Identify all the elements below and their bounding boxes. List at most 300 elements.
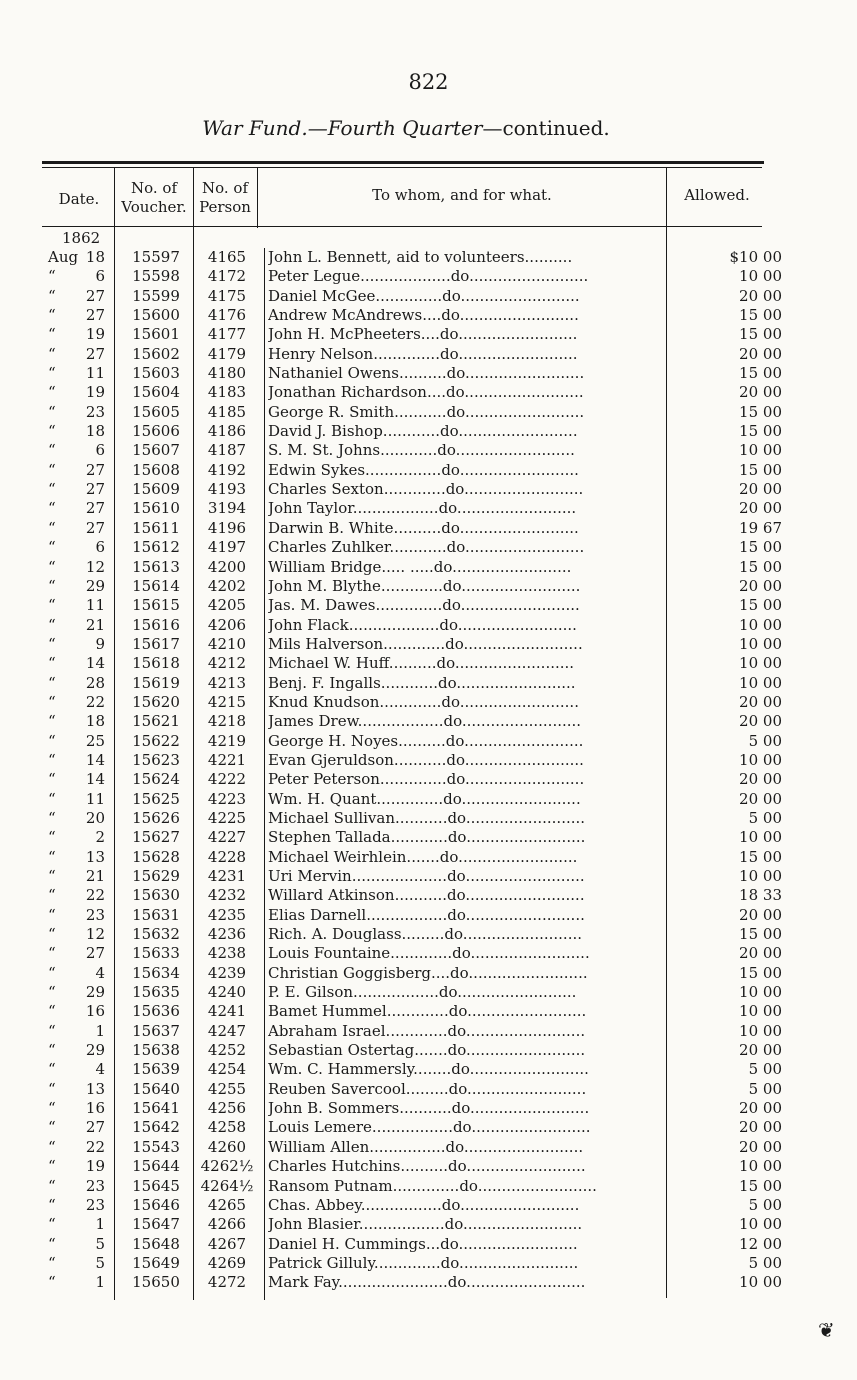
row-recipient: Benj. F. Ingalls............do......................... (268, 673, 576, 692)
row-day: 29 (85, 983, 105, 1002)
row-month: “ (48, 905, 56, 924)
row-amount-allowed: 20 00 (739, 712, 782, 731)
row-person-number: 4215 (207, 692, 247, 711)
row-recipient: James Drew..................do......................... (268, 712, 582, 731)
row-day: 21 (85, 867, 105, 885)
row-amount-allowed: 15 00 (739, 460, 782, 479)
row-day: 23 (85, 1195, 105, 1214)
row-day: 11 (85, 596, 105, 615)
table-row (0, 964, 857, 983)
row-amount-allowed: 20 00 (739, 480, 782, 499)
row-person-number: 4255 (207, 1079, 247, 1098)
row-recipient: John B. Sommers...........do......................... (268, 1099, 590, 1118)
row-month: “ (48, 1021, 56, 1040)
row-amount-allowed: 15 00 (739, 847, 782, 866)
row-day: 29 (85, 576, 105, 595)
row-voucher-number: 15633 (132, 944, 180, 963)
row-voucher-number: 15620 (132, 692, 180, 711)
row-day: 29 (85, 1041, 105, 1060)
row-person-number: 4258 (207, 1118, 247, 1137)
table-row (0, 1235, 857, 1254)
table-row (0, 712, 857, 731)
table-row (0, 345, 857, 364)
row-month: “ (48, 499, 56, 518)
row-recipient: Daniel H. Cummings...do......................... (268, 1234, 578, 1253)
row-voucher-number: 15645 (132, 1176, 180, 1195)
header-allowed: Allowed. (684, 186, 750, 204)
row-voucher-number: 15606 (132, 422, 180, 441)
row-month: “ (48, 325, 56, 344)
row-day: 6 (95, 267, 105, 286)
row-voucher-number: 15609 (132, 480, 180, 499)
row-amount-allowed: 20 00 (739, 1118, 782, 1137)
row-month: “ (48, 1099, 56, 1118)
row-person-number: 4256 (207, 1099, 247, 1118)
row-amount-allowed: 10 00 (739, 1021, 782, 1040)
row-amount-allowed: 15 00 (739, 963, 782, 982)
title-continued: —continued. (482, 116, 610, 140)
row-amount-allowed: 20 00 (739, 344, 782, 363)
row-recipient: Reuben Savercool.........do......................... (268, 1079, 587, 1098)
table-row (0, 925, 857, 944)
row-recipient: Michael W. Huff..........do......................... (268, 654, 575, 673)
row-person-number: 4175 (207, 286, 247, 305)
table-row (0, 848, 857, 867)
row-voucher-number: 15626 (132, 808, 180, 827)
header-person (193, 179, 257, 217)
row-month: “ (48, 422, 56, 441)
row-person-number: 4200 (207, 557, 247, 576)
table-row (0, 1196, 857, 1215)
row-recipient: Uri Mervin....................do......................... (268, 867, 585, 885)
table-row (0, 461, 857, 480)
header-person-line2: Person (199, 198, 251, 216)
row-person-number: 4227 (207, 828, 247, 847)
table-row (0, 1215, 857, 1234)
row-voucher-number: 15618 (132, 654, 180, 673)
row-person-number: 4231 (207, 867, 247, 885)
row-recipient: Elias Darnell.................do......................... (268, 905, 585, 924)
table-row (0, 1022, 857, 1041)
row-month: “ (48, 460, 56, 479)
row-person-number: 4176 (207, 306, 247, 325)
row-day: 5 (95, 1253, 105, 1272)
row-person-number: 4221 (207, 750, 247, 769)
row-person-number: 4202 (207, 576, 247, 595)
table-row (0, 983, 857, 1002)
row-month: “ (48, 1137, 56, 1156)
row-month: “ (48, 828, 56, 847)
row-person-number: 4210 (207, 634, 247, 653)
row-month: “ (48, 518, 56, 537)
row-month: “ (48, 983, 56, 1002)
table-row (0, 1060, 857, 1079)
row-day: 4 (95, 1060, 105, 1079)
row-amount-allowed: 15 00 (739, 1176, 782, 1195)
header-person-line1: No. of (201, 179, 248, 197)
row-month: “ (48, 576, 56, 595)
row-voucher-number: 15628 (132, 847, 180, 866)
table-row (0, 693, 857, 712)
row-month: “ (48, 1060, 56, 1079)
row-person-number: 4240 (207, 983, 247, 1002)
row-month: “ (48, 886, 56, 905)
table-row (0, 886, 857, 905)
row-day: 12 (85, 557, 105, 576)
row-recipient: David J. Bishop............do......................... (268, 422, 578, 441)
row-month: “ (48, 538, 56, 557)
row-voucher-number: 15598 (132, 267, 180, 286)
row-day: 9 (95, 634, 105, 653)
row-voucher-number: 15635 (132, 983, 180, 1002)
row-recipient: Mark Fay.......................do......................... (268, 1273, 586, 1292)
row-person-number: 4238 (207, 944, 247, 963)
row-amount-allowed: 20 00 (739, 789, 782, 808)
row-month: “ (48, 1176, 56, 1195)
row-month: “ (48, 1079, 56, 1098)
row-recipient: Daniel McGee..............do......................... (268, 286, 580, 305)
row-person-number: 4165 (207, 248, 247, 266)
row-day: 27 (85, 499, 105, 518)
row-day: 19 (85, 383, 105, 402)
row-person-number: 4186 (207, 422, 247, 441)
row-day: 22 (85, 692, 105, 711)
row-amount-allowed: 10 00 (739, 750, 782, 769)
row-day: 27 (85, 944, 105, 963)
row-day: 14 (85, 770, 105, 789)
row-month: “ (48, 364, 56, 383)
table-row (0, 770, 857, 789)
row-person-number: 4212 (207, 654, 247, 673)
table-row (0, 403, 857, 422)
row-month: “ (48, 1002, 56, 1021)
row-month: “ (48, 344, 56, 363)
row-day: 12 (85, 925, 105, 944)
table-row (0, 1157, 857, 1176)
row-voucher-number: 15623 (132, 750, 180, 769)
row-person-number: 4172 (207, 267, 247, 286)
row-recipient: Patrick Gilluly..............do......................... (268, 1253, 579, 1272)
ledger-rows (0, 248, 857, 1293)
row-voucher-number: 15649 (132, 1253, 180, 1272)
row-recipient: Chas. Abbey.................do......................... (268, 1195, 580, 1214)
row-person-number: 4185 (207, 402, 247, 421)
row-amount-allowed: 5 00 (748, 731, 782, 750)
row-voucher-number: 15613 (132, 557, 180, 576)
row-person-number: 4265 (207, 1195, 247, 1214)
table-row (0, 499, 857, 518)
row-month: “ (48, 963, 56, 982)
row-month: “ (48, 770, 56, 789)
row-day: 22 (85, 1137, 105, 1156)
row-amount-allowed: 20 00 (739, 1137, 782, 1156)
row-day: 18 (85, 712, 105, 731)
table-row (0, 422, 857, 441)
row-amount-allowed: 10 00 (739, 983, 782, 1002)
row-voucher-number: 15636 (132, 1002, 180, 1021)
year-label: 1862 (62, 229, 101, 247)
row-recipient: Edwin Sykes................do......................... (268, 460, 579, 479)
row-month: “ (48, 286, 56, 305)
row-voucher-number: 15611 (132, 518, 180, 537)
row-day: 27 (85, 480, 105, 499)
row-person-number: 4222 (207, 770, 247, 789)
table-row (0, 480, 857, 499)
row-amount-allowed: 15 00 (739, 422, 782, 441)
row-month: “ (48, 402, 56, 421)
table-row (0, 616, 857, 635)
row-voucher-number: 15617 (132, 634, 180, 653)
row-person-number: 4197 (207, 538, 247, 557)
row-person-number: 4213 (207, 673, 247, 692)
table-row (0, 1138, 857, 1157)
row-person-number: 4232 (207, 886, 247, 905)
row-voucher-number: 15646 (132, 1195, 180, 1214)
row-voucher-number: 15637 (132, 1021, 180, 1040)
row-recipient: Sebastian Ostertag.......do......................... (268, 1041, 586, 1060)
row-voucher-number: 15624 (132, 770, 180, 789)
table-row (0, 267, 857, 286)
table-row (0, 596, 857, 615)
row-voucher-number: 15610 (132, 499, 180, 518)
row-day: 23 (85, 905, 105, 924)
row-person-number: 4272 (207, 1273, 247, 1292)
row-amount-allowed: 20 00 (739, 1099, 782, 1118)
row-voucher-number: 15631 (132, 905, 180, 924)
row-recipient: Charles Sexton.............do......................... (268, 480, 584, 499)
row-voucher-number: 15627 (132, 828, 180, 847)
row-voucher-number: 15647 (132, 1215, 180, 1234)
row-recipient: Louis Lemere.................do......................... (268, 1118, 591, 1137)
row-day: 13 (85, 1079, 105, 1098)
row-recipient: Henry Nelson..............do......................... (268, 344, 578, 363)
row-day: 23 (85, 1176, 105, 1195)
row-amount-allowed: $10 00 (729, 248, 782, 266)
top-rule-thin (42, 167, 762, 168)
row-amount-allowed: 20 00 (739, 576, 782, 595)
row-amount-allowed: 5 00 (748, 1195, 782, 1214)
row-amount-allowed: 10 00 (739, 867, 782, 885)
row-day: 28 (85, 673, 105, 692)
title-italic: War Fund.—Fourth Quarter (202, 116, 483, 140)
header-voucher (114, 179, 194, 217)
row-voucher-number: 15603 (132, 364, 180, 383)
row-voucher-number: 15650 (132, 1273, 180, 1292)
row-month: “ (48, 925, 56, 944)
row-amount-allowed: 10 00 (739, 828, 782, 847)
row-voucher-number: 15615 (132, 596, 180, 615)
row-month: “ (48, 944, 56, 963)
row-day: 19 (85, 325, 105, 344)
row-day: 27 (85, 518, 105, 537)
row-recipient: Michael Weirhlein.......do......................... (268, 847, 578, 866)
row-voucher-number: 15625 (132, 789, 180, 808)
row-person-number: 4193 (207, 480, 247, 499)
row-amount-allowed: 20 00 (739, 286, 782, 305)
row-voucher-number: 15602 (132, 344, 180, 363)
row-day: 4 (95, 963, 105, 982)
row-day: 11 (85, 789, 105, 808)
row-amount-allowed: 15 00 (739, 538, 782, 557)
row-recipient: George R. Smith...........do......................... (268, 402, 585, 421)
row-month: Aug (48, 248, 79, 266)
row-month: “ (48, 615, 56, 634)
running-title (0, 116, 812, 140)
row-day: 2 (95, 828, 105, 847)
table-row (0, 828, 857, 847)
row-month: “ (48, 712, 56, 731)
row-recipient: Stephen Tallada............do......................... (268, 828, 586, 847)
row-amount-allowed: 20 00 (739, 770, 782, 789)
row-day: 16 (85, 1099, 105, 1118)
row-month: “ (48, 808, 56, 827)
row-amount-allowed: 20 00 (739, 905, 782, 924)
table-row (0, 1002, 857, 1021)
row-day: 14 (85, 750, 105, 769)
row-day: 1 (95, 1273, 105, 1292)
row-recipient: Rich. A. Douglass.........do......................... (268, 925, 582, 944)
row-recipient: John M. Blythe.............do......................... (268, 576, 581, 595)
row-month: “ (48, 1041, 56, 1060)
row-amount-allowed: 15 00 (739, 306, 782, 325)
row-month: “ (48, 673, 56, 692)
table-row (0, 790, 857, 809)
row-voucher-number: 15644 (132, 1157, 180, 1176)
row-day: 18 (85, 422, 105, 441)
row-day: 14 (85, 654, 105, 673)
row-voucher-number: 15605 (132, 402, 180, 421)
row-person-number: 4252 (207, 1041, 247, 1060)
row-day: 27 (85, 1118, 105, 1137)
row-amount-allowed: 12 00 (739, 1234, 782, 1253)
row-day: 6 (95, 441, 105, 460)
row-recipient: Mils Halverson.............do......................... (268, 634, 583, 653)
row-voucher-number: 15619 (132, 673, 180, 692)
row-voucher-number: 15621 (132, 712, 180, 731)
table-row (0, 306, 857, 325)
table-row (0, 1177, 857, 1196)
table-row (0, 944, 857, 963)
table-row (0, 383, 857, 402)
table-row (0, 519, 857, 538)
row-person-number: 4187 (207, 441, 247, 460)
row-voucher-number: 15642 (132, 1118, 180, 1137)
row-month: “ (48, 731, 56, 750)
row-amount-allowed: 15 00 (739, 925, 782, 944)
table-row (0, 577, 857, 596)
header-voucher-line1: No. of (130, 179, 177, 197)
row-recipient: Wm. C. Hammersly........do......................... (268, 1060, 589, 1079)
row-amount-allowed: 20 00 (739, 499, 782, 518)
row-voucher-number: 15629 (132, 867, 180, 885)
row-voucher-number: 15614 (132, 576, 180, 595)
row-day: 20 (85, 808, 105, 827)
row-voucher-number: 15616 (132, 615, 180, 634)
row-voucher-number: 15634 (132, 963, 180, 982)
table-row (0, 538, 857, 557)
row-voucher-number: 15607 (132, 441, 180, 460)
row-recipient: P. E. Gilson..................do......................... (268, 983, 577, 1002)
row-voucher-number: 15597 (132, 248, 180, 266)
row-person-number: 4180 (207, 364, 247, 383)
row-person-number: 4239 (207, 963, 247, 982)
row-voucher-number: 15604 (132, 383, 180, 402)
row-recipient: S. M. St. Johns............do......................... (268, 441, 575, 460)
row-recipient: Andrew McAndrews....do......................... (268, 306, 579, 325)
row-voucher-number: 15612 (132, 538, 180, 557)
row-recipient: John L. Bennett, aid to volunteers.......... (268, 248, 573, 266)
row-amount-allowed: 10 00 (739, 1002, 782, 1021)
row-amount-allowed: 10 00 (739, 441, 782, 460)
row-recipient: Christian Goggisberg....do......................... (268, 963, 588, 982)
row-amount-allowed: 19 67 (739, 518, 782, 537)
row-person-number: 4254 (207, 1060, 247, 1079)
row-person-number: 4219 (207, 731, 247, 750)
row-recipient: Louis Fountaine.............do......................... (268, 944, 590, 963)
row-voucher-number: 15601 (132, 325, 180, 344)
row-person-number: 4235 (207, 905, 247, 924)
row-person-number: 4196 (207, 518, 247, 537)
table-row (0, 287, 857, 306)
table-row (0, 1041, 857, 1060)
row-recipient: John H. McPheeters....do......................... (268, 325, 578, 344)
row-voucher-number: 15638 (132, 1041, 180, 1060)
row-amount-allowed: 20 00 (739, 944, 782, 963)
row-recipient: Peter Legue...................do......................... (268, 267, 589, 286)
row-voucher-number: 15641 (132, 1099, 180, 1118)
table-row (0, 364, 857, 383)
row-day: 18 (85, 248, 105, 266)
row-person-number: 4179 (207, 344, 247, 363)
row-day: 25 (85, 731, 105, 750)
row-month: “ (48, 1215, 56, 1234)
row-person-number: 4177 (207, 325, 247, 344)
row-day: 27 (85, 344, 105, 363)
header-voucher-line2: Voucher. (121, 198, 187, 216)
row-voucher-number: 15632 (132, 925, 180, 944)
row-amount-allowed: 10 00 (739, 1273, 782, 1292)
row-month: “ (48, 789, 56, 808)
row-day: 11 (85, 364, 105, 383)
table-row (0, 635, 857, 654)
table-row (0, 558, 857, 577)
table-row (0, 325, 857, 344)
row-person-number: 4236 (207, 925, 247, 944)
row-person-number: 3194 (207, 499, 247, 518)
row-month: “ (48, 750, 56, 769)
row-month: “ (48, 1157, 56, 1176)
header-whom: To whom, and for what. (372, 186, 552, 204)
row-recipient: Knud Knudson.............do......................... (268, 692, 579, 711)
row-recipient: Wm. H. Quant..............do......................... (268, 789, 581, 808)
row-recipient: Jas. M. Dawes..............do......................... (268, 596, 580, 615)
table-row (0, 441, 857, 460)
row-month: “ (48, 1273, 56, 1292)
row-month: “ (48, 867, 56, 885)
row-person-number: 4183 (207, 383, 247, 402)
table-row (0, 654, 857, 673)
table-row (0, 867, 857, 886)
row-day: 1 (95, 1215, 105, 1234)
row-amount-allowed: 10 00 (739, 1157, 782, 1176)
row-amount-allowed: 10 00 (739, 654, 782, 673)
row-month: “ (48, 1118, 56, 1137)
ink-blot-mark: ❦ (818, 1318, 835, 1342)
row-person-number: 4264½ (200, 1176, 254, 1195)
row-person-number: 4266 (207, 1215, 247, 1234)
row-amount-allowed: 15 00 (739, 557, 782, 576)
row-day: 23 (85, 402, 105, 421)
